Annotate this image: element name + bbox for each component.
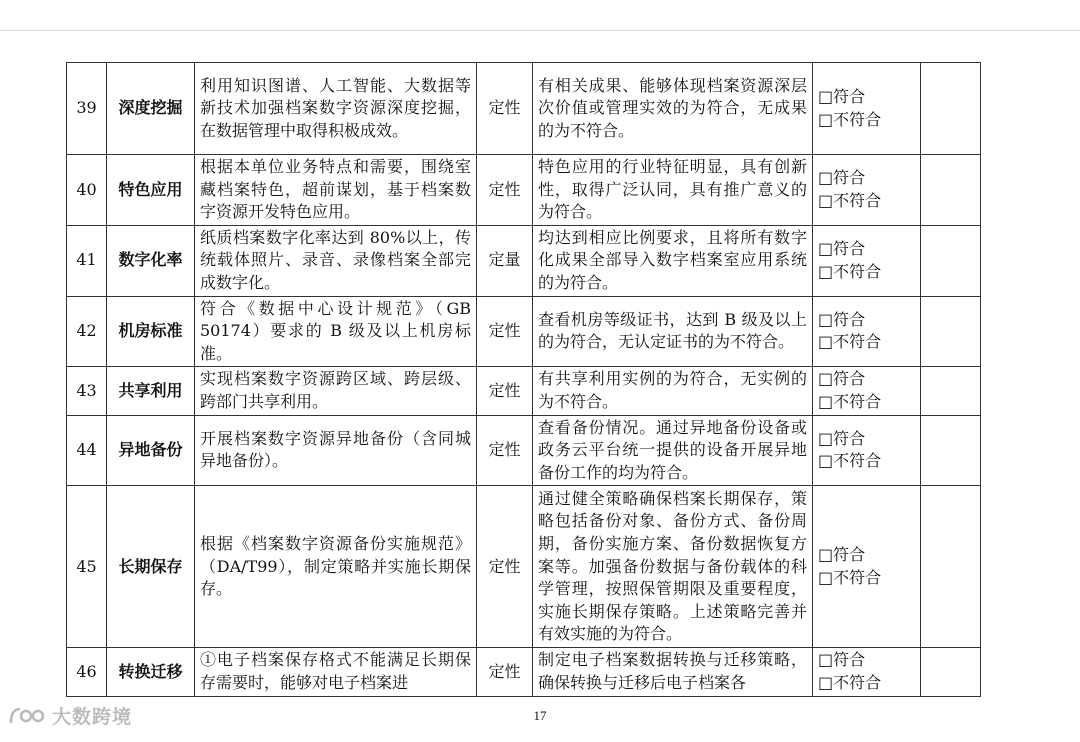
checkbox-compliant[interactable]: □符合 [818,650,866,670]
compliance-options [813,63,921,155]
remarks-cell[interactable] [921,648,981,696]
compliance-options [813,155,921,226]
item-type: 定性 [477,367,533,415]
item-name: 异地备份 [107,415,195,486]
item-type: 定量 [477,225,533,296]
row-number: 41 [67,225,107,296]
compliance-options [813,296,921,367]
item-type: 定性 [477,415,533,486]
item-name: 数字化率 [107,225,195,296]
checkbox-compliant[interactable]: □符合 [818,168,866,188]
compliance-options [813,225,921,296]
watermark-text: 大数跨境 [52,706,133,728]
table-row [67,648,981,696]
compliance-options [813,367,921,415]
item-criteria: 查看备份情况。通过异地备份设备或政务云平台统一提供的设备开展异地备份工作的均为符合。 [533,415,813,486]
table-row [67,225,981,296]
item-criteria: 特色应用的行业特征明显，具有创新性，取得广泛认同，具有推广意义的为符合。 [533,155,813,226]
item-type: 定性 [477,155,533,226]
row-number: 43 [67,367,107,415]
remarks-cell[interactable] [921,225,981,296]
remarks-cell[interactable] [921,415,981,486]
item-name: 机房标准 [107,296,195,367]
row-number: 42 [67,296,107,367]
item-type: 定性 [477,648,533,696]
checkbox-noncompliant[interactable]: □不符合 [818,391,882,411]
item-requirement: 纸质档案数字化率达到 80%以上，传统载体照片、录音、录像档案全部完成数字化。 [195,225,477,296]
page-top-edge [0,0,1080,31]
item-requirement: 利用知识图谱、人工智能、大数据等新技术加强档案数字资源深度挖掘，在数据管理中取得积极成效。 [195,63,477,155]
item-criteria: 制定电子档案数据转换与迁移策略，确保转换与迁移后电子档案各 [533,648,813,696]
item-requirement: 根据本单位业务特点和需要，围绕室藏档案特色，超前谋划，基于档案数字资源开发特色应用。 [195,155,477,226]
table-row [67,367,981,415]
remarks-cell[interactable] [921,63,981,155]
remarks-cell[interactable] [921,296,981,367]
checkbox-compliant[interactable]: □符合 [818,369,866,389]
item-name: 深度挖掘 [107,63,195,155]
row-number: 39 [67,63,107,155]
item-name: 共享利用 [107,367,195,415]
item-criteria: 均达到相应比例要求，且将所有数字化成果全部导入数字档案室应用系统的为符合。 [533,225,813,296]
item-criteria: 通过健全策略确保档案长期保存，策略包括备份对象、备份方式、备份周期，备份实施方案、备份数据恢复方案等。加强备份数据与备份载体的科学管理，按照保管期限及重要程度，实施长期保存策略。上述策略完善并有效实施的为符合。 [533,486,813,648]
item-type: 定性 [477,63,533,155]
compliance-options [813,648,921,696]
compliance-options [813,486,921,648]
checkbox-compliant[interactable]: □符合 [818,545,866,565]
table-row [67,155,981,226]
item-requirement: 实现档案数字资源跨区域、跨层级、跨部门共享利用。 [195,367,477,415]
checkbox-noncompliant[interactable]: □不符合 [818,332,882,352]
table-row [67,415,981,486]
item-requirement: 根据《档案数字资源备份实施规范》（DA/T99），制定策略并实施长期保存。 [195,486,477,648]
remarks-cell[interactable] [921,155,981,226]
table-row [67,486,981,648]
remarks-cell[interactable] [921,367,981,415]
page-number: 17 [533,708,547,723]
checkbox-compliant[interactable]: □符合 [818,309,866,329]
checkbox-compliant[interactable]: □符合 [818,428,866,448]
item-requirement: 开展档案数字资源异地备份（含同城异地备份）。 [195,415,477,486]
row-number: 46 [67,648,107,696]
row-number: 45 [67,486,107,648]
checkbox-noncompliant[interactable]: □不符合 [818,190,882,210]
table-row [67,63,981,155]
assessment-table [66,62,981,697]
item-name: 特色应用 [107,155,195,226]
item-requirement: ①电子档案保存格式不能满足长期保存需要时，能够对电子档案进 [195,648,477,696]
item-criteria: 有共享利用实例的为符合，无实例的为不符合。 [533,367,813,415]
checkbox-noncompliant[interactable]: □不符合 [818,672,882,692]
table-row [67,296,981,367]
checkbox-noncompliant[interactable]: □不符合 [818,261,882,281]
item-type: 定性 [477,486,533,648]
item-requirement: 符合《数据中心设计规范》（GB 50174）要求的 B 级及以上机房标准。 [195,296,477,367]
checkbox-compliant[interactable]: □符合 [818,239,866,259]
checkbox-compliant[interactable]: □符合 [818,86,866,106]
checkbox-noncompliant[interactable]: □不符合 [818,451,882,471]
row-number: 40 [67,155,107,226]
item-criteria: 有相关成果、能够体现档案资源深层次价值或管理实效的为符合，无成果的为不符合。 [533,63,813,155]
item-type: 定性 [477,296,533,367]
item-name: 转换迁移 [107,648,195,696]
item-criteria: 查看机房等级证书，达到 B 级及以上的为符合，无认定证书的为不符合。 [533,296,813,367]
remarks-cell[interactable] [921,486,981,648]
item-name: 长期保存 [107,486,195,648]
compliance-options [813,415,921,486]
checkbox-noncompliant[interactable]: □不符合 [818,109,882,129]
checkbox-noncompliant[interactable]: □不符合 [818,567,882,587]
row-number: 44 [67,415,107,486]
